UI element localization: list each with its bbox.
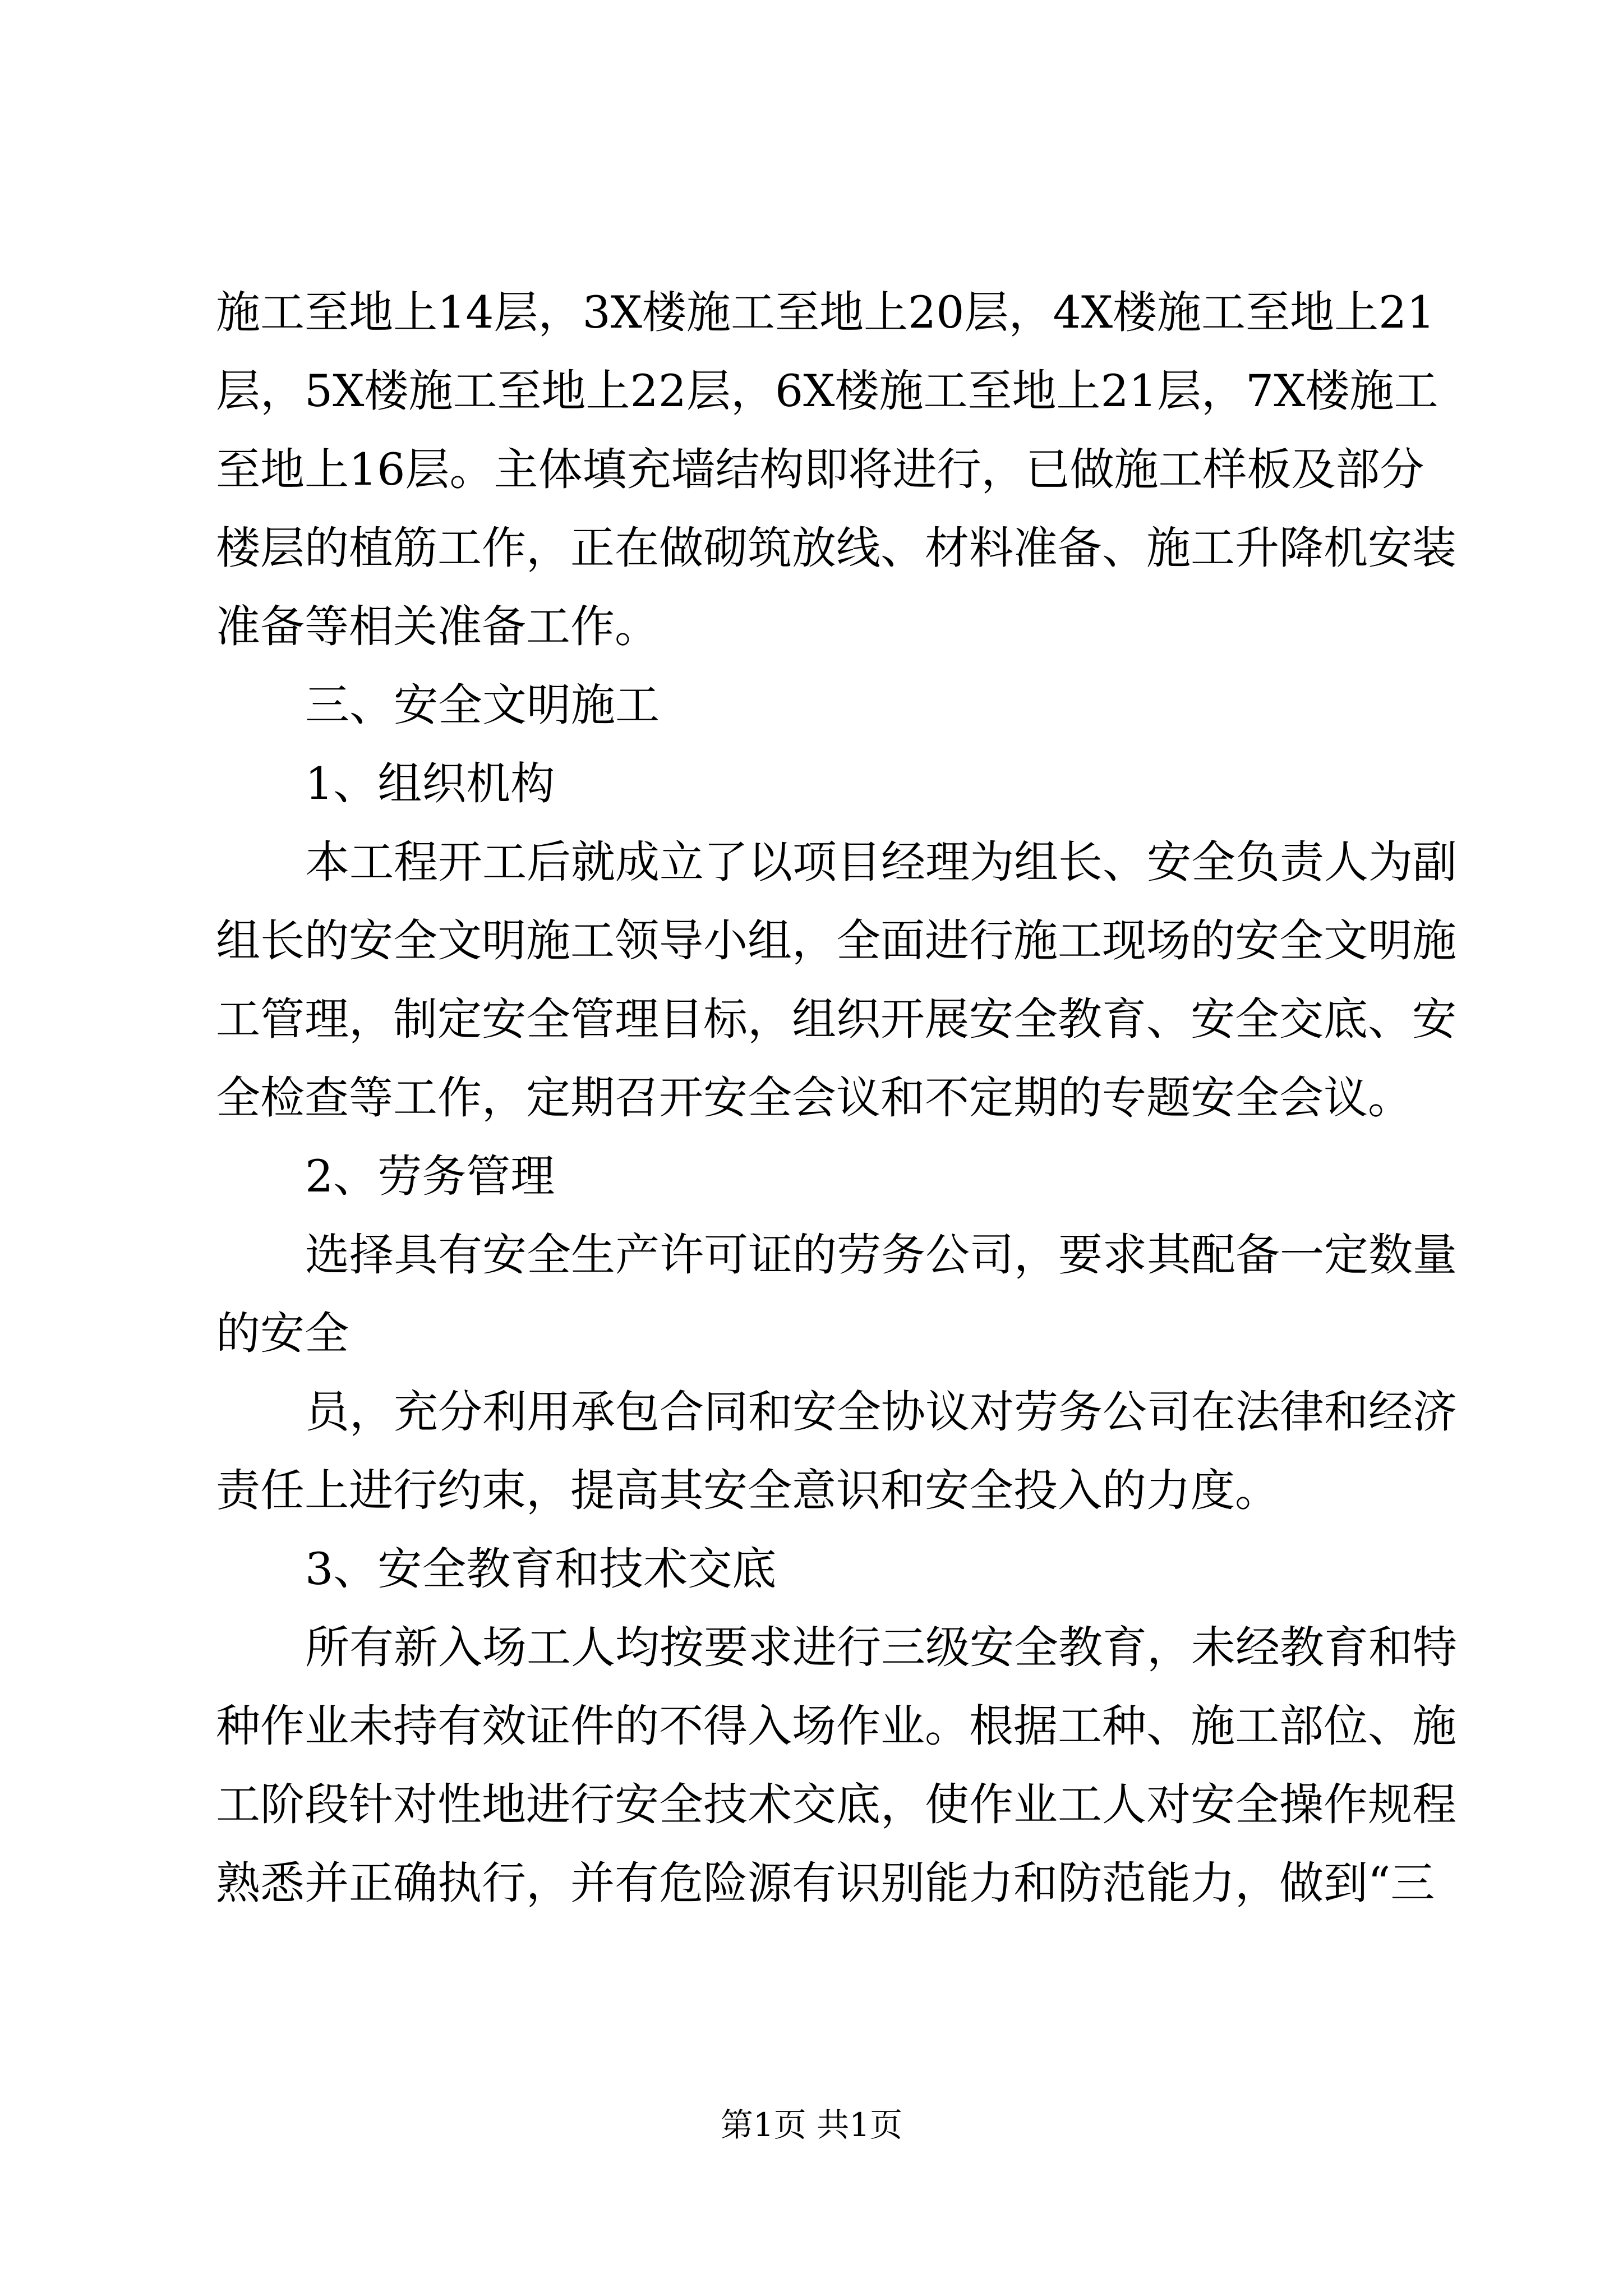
body-text-line: 组长的安全文明施工领导小组，全面进行施工现场的安全文明施: [216, 915, 1456, 967]
subsection-heading: 2、劳务管理: [305, 1151, 555, 1202]
body-text-line: 种作业未持有效证件的不得入场作业。根据工种、施工部位、施: [216, 1700, 1456, 1752]
body-text-line: 的安全: [216, 1308, 349, 1359]
body-text-line: 所有新入场工人均按要求进行三级安全教育，未经教育和特: [305, 1622, 1457, 1673]
body-text-line: 至地上16层。主体填充墙结构即将进行，已做施工样板及部分: [216, 444, 1424, 495]
body-text-line: 全检查等工作，定期召开安全会议和不定期的专题安全会议。: [216, 1072, 1412, 1124]
body-text-line: 层，5X楼施工至地上22层，6X楼施工至地上21层，7X楼施工: [216, 365, 1438, 417]
subsection-heading: 3、安全教育和技术交底: [305, 1543, 777, 1595]
body-text-line: 工管理，制定安全管理目标，组织开展安全教育、安全交底、安: [216, 993, 1456, 1045]
body-text-line: 施工至地上14层，3X楼施工至地上20层，4X楼施工至地上21: [216, 287, 1435, 338]
body-text-line: 员，充分利用承包合同和安全协议对劳务公司在法律和经济: [305, 1386, 1457, 1438]
body-text-line: 选择具有安全生产许可证的劳务公司，要求其配备一定数量: [305, 1229, 1457, 1281]
body-text-line: 本工程开工后就成立了以项目经理为组长、安全负责人为副: [305, 836, 1457, 888]
page-number-footer: 第1页 共1页: [720, 2106, 903, 2144]
body-text-line: 责任上进行约束，提高其安全意识和安全投入的力度。: [216, 1465, 1279, 1516]
section-heading: 三、安全文明施工: [305, 679, 660, 731]
subsection-heading: 1、组织机构: [305, 758, 555, 809]
body-text-line: 熟悉并正确执行，并有危险源有识别能力和防范能力，做到“三: [216, 1857, 1435, 1909]
body-text-line: 楼层的植筋工作，正在做砌筑放线、材料准备、施工升降机安装: [216, 522, 1456, 574]
body-text-line: 工阶段针对性地进行安全技术交底，使作业工人对安全操作规程: [216, 1779, 1456, 1830]
body-text-line: 准备等相关准备工作。: [216, 601, 659, 652]
